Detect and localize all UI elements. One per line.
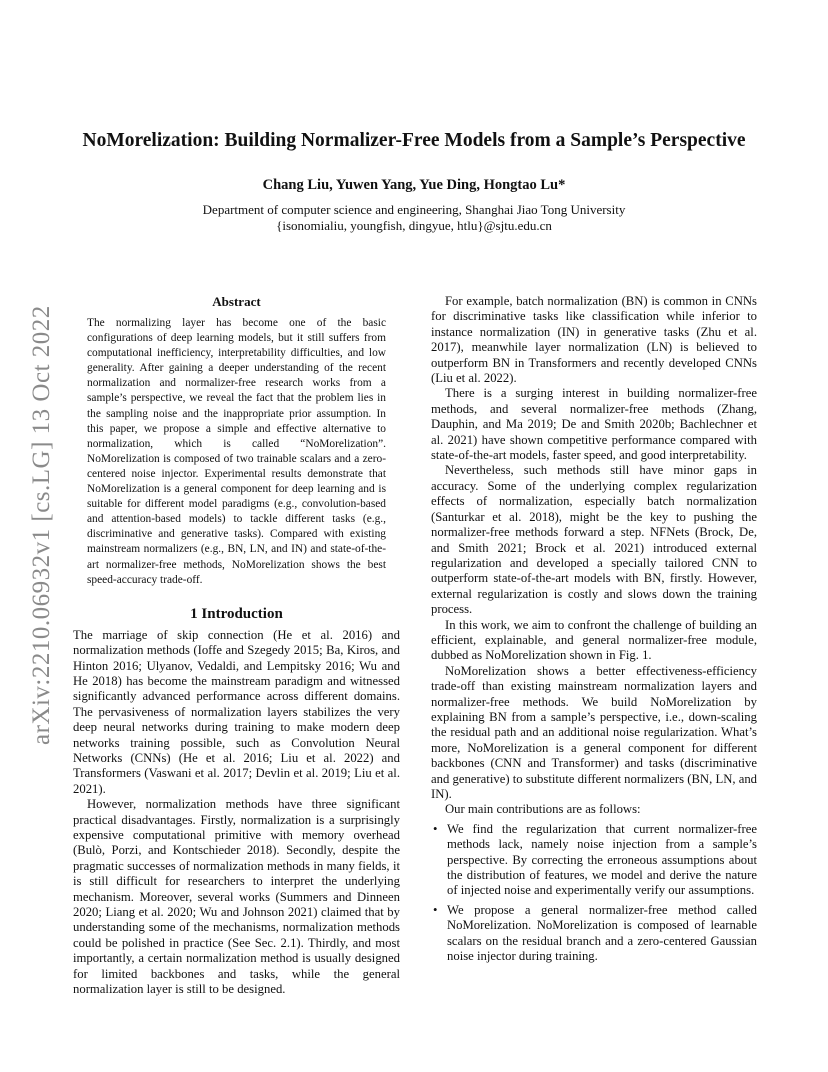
body-paragraph: Nevertheless, such methods still have minor gaps in accuracy. Some of the underlying complex regularization effects of normalization, especially batch normalization (Santurkar et al. 2018), might be the key to pushing the normalizer-free methods forward a step. NFNets (Brock, De, and Smith 2021; Brock et al. 2021) introduced external regularization and developed a specially tailored CNN to outperform state-of-the-art models with BN, firstly. However, external regularization is costly and slows down the training process. (431, 463, 757, 617)
body-paragraph: NoMorelization shows a better effectiveness-efficiency trade-off than existing mainstream normalization layers and normalizer-free methods. We build NoMorelization by explaining BN from a sample’s perspective, i.e., down-scaling the residual path and an additional noise regularization. What’s more, NoMorelization is a general component for different backbones (CNN and Transformer) and tasks (discriminative and generative) to substitute different normalizers (BN, LN, and IN). (431, 663, 758, 801)
intro-paragraph: However, normalization methods have three significant practical disadvantages. Firstly, normalization is a surprisingly expensive computational primitive with memory overhead (Bulò, Porzi, and Kontschieder 2018). Secondly, despite the pragmatic successes of normalization methods in many fields, it is still difficult for researchers to interpret the underlying mechanism. Moreover, several works (Summers and Dinneen 2020; Liang et al. 2020; Wu and Johnson 2021) claimed that by understanding some of the mechanisms, normalization methods could be polished in practice (See Sec. 2.1). Thirdly, and most importantly, a certain normalization method is usually designed for limited backbones and tasks, while the general normalization layer is still to be designed. (73, 797, 400, 997)
bullet-icon: • (433, 821, 438, 836)
list-item (431, 822, 757, 899)
author-emails: {isonomialiu, youngfish, dingyue, htlu}@sjtu.edu.cn (276, 218, 552, 233)
section-heading-introduction: 1 Introduction (190, 605, 283, 622)
paper-title: NoMorelization: Building Normalizer-Free Models from a Sample’s Perspective (82, 130, 746, 151)
right-column (431, 294, 757, 968)
intro-paragraph: The marriage of skip connection (He et al. 2016) and normalization methods (Ioffe and Szegedy 2015; Ba, Kiros, and Hinton 2016; Ulyanov, Vedaldi, and Lempitsky 2016; Wu and He 2018) has become the mainstream paradigm and witnessed significantly advanced performance across different domains. The pervasiveness of normalization layers stabilizes the very deep neural networks during training to make modern deep networks training possible, such as Convolution Neural Networks (CNNs) (He et al. 2016; Liu et al. 2022) and Transformers (Vaswani et al. 2017; Devlin et al. 2019; Liu et al. 2021). (73, 627, 400, 796)
body-paragraph: Our main contributions are as follows: (445, 802, 641, 817)
list-item (431, 903, 757, 965)
list-item-text: We propose a general normalizer-free method called NoMorelization. NoMorelization is composed of learnable scalars on the residual branch and a zero-centered Gaussian noise injector during training. (447, 902, 757, 964)
abstract-heading: Abstract (212, 294, 261, 309)
contributions-list (431, 822, 757, 965)
bullet-icon: • (433, 902, 438, 917)
abstract-text: The normalizing layer has become one of the basic configurations of deep learning models, but it still suffers from computational inefficiency, interpretability difficulties, and low generality. After gaining a deeper understanding of the recent normalization and normalizer-free research works from a sample’s perspective, we reveal the fact that the problem lies in the sampling noise and the inappropriate prior assumption. In this paper, we propose a simple and effective alternative to normalization, which is called “NoMorelization”. NoMorelization is composed of two trainable scalars and a zero-centered noise injector. Experimental results demonstrate that NoMorelization is a general component for deep learning and is suitable for different model paradigms (e.g., convolution-based and attention-based models) to tackle different tasks (e.g., discriminative and generative tasks). Compared with existing mainstream normalizers (e.g., BN, LN, and IN) and state-of-the-art normalizer-free methods, NoMorelization shows the best speed-accuracy trade-off. (87, 317, 386, 586)
left-column (73, 294, 400, 997)
body-paragraph: In this work, we aim to confront the challenge of building an efficient, explainable, and general normalizer-free module, dubbed as NoMorelization shown in Fig. 1. (431, 617, 757, 663)
arxiv-stamp: arXiv:2210.06932v1 [cs.LG] 13 Oct 2022 (28, 305, 55, 745)
affiliation: Department of computer science and engineering, Shanghai Jiao Tong University (202, 202, 626, 217)
body-paragraph: For example, batch normalization (BN) is common in CNNs for discriminative tasks like classification while inferior to instance normalization (IN) in generative tasks (Zhu et al. 2017), meanwhile layer normalization (LN) is believed to outperform BN in Transformers and recently developed CNNs (Liu et al. 2022). (431, 294, 757, 386)
author-list: Chang Liu, Yuwen Yang, Yue Ding, Hongtao Lu* (262, 177, 566, 193)
list-item-text: We find the regularization that current normalizer-free methods lack, namely noise injection from a sample’s perspective. By correcting the erroneous assumptions about the distribution of features, we model and derive the nature of injected noise and experimentally verify our assumptions. (447, 821, 757, 898)
body-paragraph: There is a surging interest in building normalizer-free methods, and several normalizer-free methods (Zhang, Dauphin, and Ma 2019; De and Smith 2020b; Bachlechner et al. 2021) have shown competitive performance compared with state-of-the-art models, faster speed, and good interpretability. (431, 386, 757, 463)
